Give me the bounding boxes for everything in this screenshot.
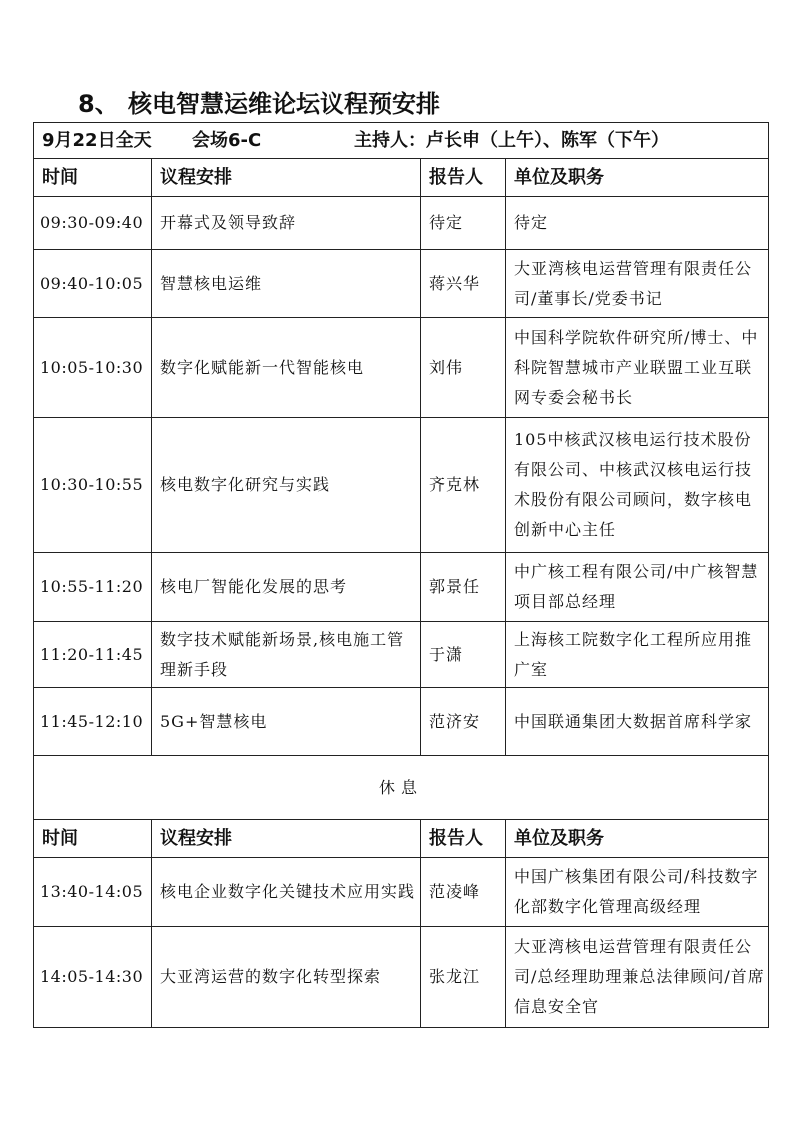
- break-row: [34, 756, 769, 820]
- row-time: 10:55-11:20: [34, 553, 152, 622]
- row-org: 中国广核集团有限公司/科技数字化部数字化管理高级经理: [506, 858, 769, 927]
- row-topic: 数字技术赋能新场景,核电施工管理新手段: [152, 622, 421, 688]
- row-speaker: 张龙江: [421, 927, 506, 1028]
- row-speaker: 范凌峰: [421, 858, 506, 927]
- header-row-morning: [34, 159, 769, 197]
- table-row: [34, 250, 769, 318]
- header-speaker: 报告人: [421, 159, 506, 197]
- row-speaker: 刘伟: [421, 318, 506, 418]
- row-time: 13:40-14:05: [34, 858, 152, 927]
- row-org: 中广核工程有限公司/中广核智慧项目部总经理: [506, 553, 769, 622]
- table-row: [34, 418, 769, 553]
- table-row: [34, 858, 769, 927]
- session-host: 主持人：卢长申（上午）、陈军（下午）: [354, 129, 669, 151]
- row-speaker: 郭景任: [421, 553, 506, 622]
- row-speaker: 齐克林: [421, 418, 506, 553]
- row-speaker: 蒋兴华: [421, 250, 506, 318]
- row-org: 大亚湾核电运营管理有限责任公司/总经理助理兼总法律顾问/首席信息安全官: [506, 927, 769, 1028]
- row-org: 中国科学院软件研究所/博士、中科院智慧城市产业联盟工业互联网专委会秘书长: [506, 318, 769, 418]
- row-time: 14:05-14:30: [34, 927, 152, 1028]
- row-topic: 核电厂智能化发展的思考: [152, 553, 421, 622]
- table-row: [34, 197, 769, 250]
- row-time: 11:45-12:10: [34, 688, 152, 756]
- row-time: 11:20-11:45: [34, 622, 152, 688]
- row-topic: 核电企业数字化关键技术应用实践: [152, 858, 421, 927]
- row-topic: 核电数字化研究与实践: [152, 418, 421, 553]
- row-speaker: 于潇: [421, 622, 506, 688]
- section-title: 核电智慧运维论坛议程预安排: [128, 90, 440, 118]
- header-org: 单位及职务: [506, 159, 769, 197]
- header-row-afternoon: [34, 820, 769, 858]
- row-time: 10:05-10:30: [34, 318, 152, 418]
- table-row: [34, 927, 769, 1028]
- row-topic: 大亚湾运营的数字化转型探索: [152, 927, 421, 1028]
- header-time: 时间: [34, 820, 152, 858]
- row-topic: 开幕式及领导致辞: [152, 197, 421, 250]
- header-time: 时间: [34, 159, 152, 197]
- row-org: 105中核武汉核电运行技术股份有限公司、中核武汉核电运行技术股份有限公司顾问，数字核电创新中心主任: [506, 418, 769, 553]
- row-topic: 智慧核电运维: [152, 250, 421, 318]
- table-row: [34, 318, 769, 418]
- row-org: 中国联通集团大数据首席科学家: [506, 688, 769, 756]
- row-speaker: 范济安: [421, 688, 506, 756]
- table-row: [34, 688, 769, 756]
- session-info: [34, 123, 769, 159]
- agenda-table: [33, 122, 769, 1028]
- header-agenda: 议程安排: [152, 820, 421, 858]
- row-topic: 5G+智慧核电: [152, 688, 421, 756]
- table-row: [34, 553, 769, 622]
- header-agenda: 议程安排: [152, 159, 421, 197]
- page-title: [78, 84, 440, 119]
- table-row: [34, 622, 769, 688]
- row-topic: 数字化赋能新一代智能核电: [152, 318, 421, 418]
- row-org: 大亚湾核电运营管理有限责任公司/董事长/党委书记: [506, 250, 769, 318]
- section-number: 8、: [78, 90, 119, 118]
- break-label: 休息: [34, 756, 769, 820]
- row-org: 待定: [506, 197, 769, 250]
- row-org: 上海核工院数字化工程所应用推广室: [506, 622, 769, 688]
- session-date: 9月22日全天: [42, 129, 152, 151]
- row-time: 10:30-10:55: [34, 418, 152, 553]
- row-time: 09:40-10:05: [34, 250, 152, 318]
- session-venue: 会场6-C: [192, 129, 262, 151]
- header-speaker: 报告人: [421, 820, 506, 858]
- row-speaker: 待定: [421, 197, 506, 250]
- session-info-row: [34, 123, 769, 159]
- header-org: 单位及职务: [506, 820, 769, 858]
- row-time: 09:30-09:40: [34, 197, 152, 250]
